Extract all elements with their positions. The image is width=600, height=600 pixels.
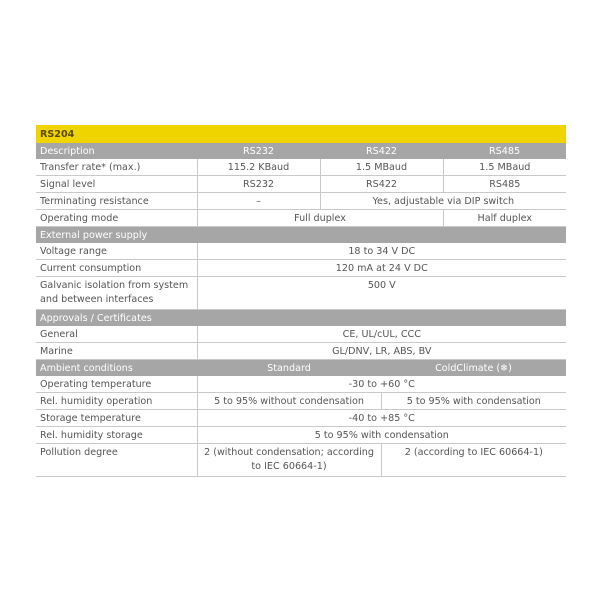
row-label: Voltage range (36, 243, 197, 260)
title-row (36, 125, 566, 143)
row-label: Signal level (36, 176, 197, 193)
cell-value: Yes, adjustable via DIP switch (320, 193, 566, 210)
row-label: Terminating resistance (36, 193, 197, 210)
row-label: General (36, 326, 197, 343)
row-label: Galvanic isolation from system and between interfaces (36, 277, 197, 310)
section-header-ambient (36, 360, 566, 377)
table-row (36, 393, 566, 410)
table-row (36, 210, 566, 227)
row-label: Rel. humidity operation (36, 393, 197, 410)
table-row (36, 243, 566, 260)
row-label: Operating temperature (36, 376, 197, 393)
row-label: Current consumption (36, 260, 197, 277)
section-title: Ambient conditions (36, 360, 197, 377)
cell-value: 5 to 95% without condensation (197, 393, 381, 410)
product-title: RS204 (36, 125, 566, 143)
row-label: Transfer rate* (max.) (36, 159, 197, 176)
row-label: Rel. humidity storage (36, 427, 197, 444)
spec-table (36, 125, 566, 477)
column-rs485: RS485 (443, 143, 566, 159)
cell-value: 2 (without condensation; according to IEC 60664-1) (197, 444, 381, 477)
cell-value: 115.2 KBaud (197, 159, 320, 176)
cell-value: GL/DNV, LR, ABS, BV (197, 343, 566, 360)
cell-value: 2 (according to IEC 60664-1) (381, 444, 566, 477)
row-label: Storage temperature (36, 410, 197, 427)
row-label: Operating mode (36, 210, 197, 227)
table-row (36, 260, 566, 277)
column-rs422: RS422 (320, 143, 443, 159)
cell-value: 1.5 MBaud (320, 159, 443, 176)
cell-value: -40 to +85 °C (197, 410, 566, 427)
table-row (36, 376, 566, 393)
row-label: Pollution degree (36, 444, 197, 477)
table-row (36, 427, 566, 444)
description-header-row (36, 143, 566, 159)
cell-value: RS422 (320, 176, 443, 193)
table-row (36, 410, 566, 427)
cell-value: RS232 (197, 176, 320, 193)
table-row (36, 159, 566, 176)
column-coldclimate: ColdClimate (❄) (381, 360, 566, 377)
cell-value: 5 to 95% with condensation (381, 393, 566, 410)
section-header-power (36, 227, 566, 244)
cell-value: 120 mA at 24 V DC (197, 260, 566, 277)
section-title: External power supply (36, 227, 566, 244)
cell-value: -30 to +60 °C (197, 376, 566, 393)
table-row (36, 326, 566, 343)
table-row (36, 176, 566, 193)
column-standard: Standard (197, 360, 381, 377)
cell-value: – (197, 193, 320, 210)
cell-value: 500 V (197, 277, 566, 310)
row-label: Marine (36, 343, 197, 360)
description-label: Description (36, 143, 197, 159)
cell-value: Full duplex (197, 210, 443, 227)
cell-value: RS485 (443, 176, 566, 193)
table-row (36, 444, 566, 477)
column-rs232: RS232 (197, 143, 320, 159)
cell-value: 5 to 95% with condensation (197, 427, 566, 444)
section-header-approvals (36, 310, 566, 327)
table-row (36, 277, 566, 310)
table-row (36, 343, 566, 360)
cell-value: 18 to 34 V DC (197, 243, 566, 260)
cell-value: Half duplex (443, 210, 566, 227)
cell-value: 1.5 MBaud (443, 159, 566, 176)
table-row (36, 193, 566, 210)
cell-value: CE, UL/cUL, CCC (197, 326, 566, 343)
section-title: Approvals / Certificates (36, 310, 566, 327)
spec-sheet (36, 125, 566, 477)
